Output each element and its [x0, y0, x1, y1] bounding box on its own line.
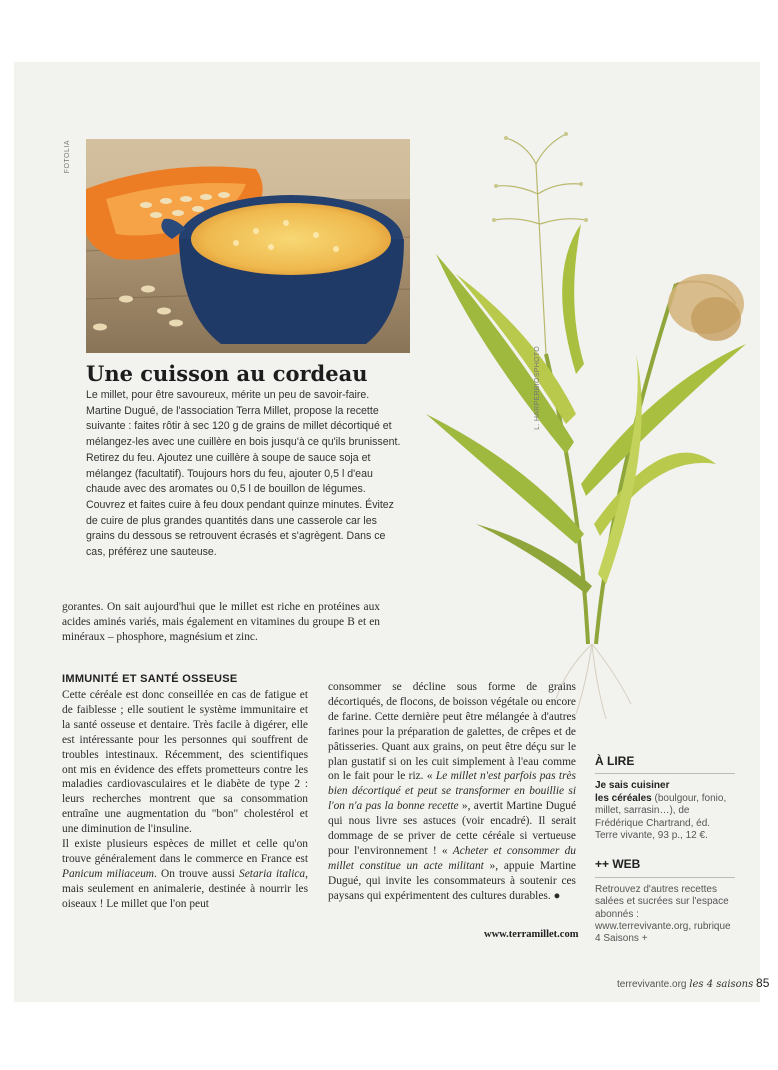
book-recommendation: [595, 780, 735, 842]
recipe-box-text: Le millet, pour être savoureux, mérite un peu de savoir-faire. Martine Dugué, de l'association Terra Millet, propose la recette suivante : faites rôtir à sec 120 g de grains de millet décortiqué et mélangez-les avec une cuillère en bois jusqu'à ce qu'ils brunissent. Retirez du feu. Ajoutez une cuillère à soupe de sauce soja et mélangez (facultatif). Toujours hors du feu, ajouter 0,5 l d'eau chaude avec des aromates ou 0,5 l de bouillon de légumes. Couvrez et faites cuire à feu doux pendant quinze minutes. Évitez de cuire de plus grandes quantités dans une casserole car les grains du dessous se retrouvent écrasés et s'agrègent. Dans ce cas, préférez une sauteuse.: [86, 389, 401, 559]
sidebar: [595, 755, 735, 946]
plant-photo-credit: L. HARPERBIOSPHOTO: [534, 346, 541, 430]
book-title-line-2: les céréales: [595, 792, 652, 804]
photo-credit: FOTOLIA: [64, 140, 71, 174]
text-segment: . On trouve aussi: [154, 867, 240, 880]
text-segment: , mais seulement en animalerie, destinée à nourrir les oiseaux ! Le millet que l'on peut: [62, 867, 308, 910]
article-right-column: [328, 680, 576, 904]
terramillet-link[interactable]: www.terramillet.com: [484, 929, 579, 940]
book-title-line-1: Je sais cuisiner: [595, 780, 670, 792]
left-paragraph-2: [62, 837, 308, 912]
section-subhead: IMMUNITÉ ET SANTÉ OSSEUSE: [62, 673, 238, 685]
divider: [595, 773, 735, 774]
read-heading: À LIRE: [595, 754, 635, 768]
page-number: 85: [756, 976, 770, 990]
text-segment: Il existe plusieurs espèces de millet et celle qu'on trouve généralement dans le commerce en France est: [62, 838, 308, 865]
book-details: (boulgour, fonio, millet, sarrasin…), de Frédérique Chartrand, éd. Terre vivante, 93 p., 12 €.: [595, 792, 727, 842]
species-name: Panicum miliaceum: [62, 867, 155, 880]
footer-brand: les 4 saisons: [689, 979, 754, 990]
millet-plant-illustration: [416, 124, 758, 724]
recipe-box-title: Une cuisson au cordeau: [86, 361, 368, 386]
text-segment: consommer se décline sous forme de grains décortiqués, de flocons, de boisson végétale ou encore de farine. Cette dernière peut être mélangée à d'autres farines pour la préparation de galettes, de crêpes et de pâtisseries. Quant aux grains, on peut être déçu sur le plan gustatif si on les cuit simplement à l'eau comme on le fait pour le riz. «: [328, 681, 576, 783]
millet-dish-illustration: [86, 139, 410, 353]
species-name: Setaria italica: [239, 867, 306, 880]
quote: Acheter et consommer du millet constitue un acte militant: [328, 844, 577, 872]
left-paragraph-1: Cette céréale est donc conseillée en cas de fatigue et de faiblesse ; elle soutient le système immunitaire et la santé osseuse et dentaire. Très facile à digérer, elle est intéressante pour les personnes qui souffrent de troubles intestinaux. Récemment, des scientifiques ont mis en évidence des effets prometteurs contre les maladies cardiovasculaires et le diabète de type 2 : leurs recherches montrent que sa consommation entraîne une augmentation du "bon" cholestérol et une diminution de l'insuline.: [62, 689, 308, 836]
millet-dish-photo: [86, 139, 410, 353]
text-segment: », appuie Martine Dugué, qui invite les consommateurs à soutenir ces paysans qui expérimentent des cultures durables.: [328, 859, 576, 902]
article-left-column: [62, 688, 308, 912]
article-intro: [62, 600, 380, 645]
right-paragraph: [328, 680, 576, 904]
web-heading: ++ WEB: [595, 857, 641, 872]
page-footer: [617, 976, 769, 990]
text-segment: », avertit Martine Dugué qui nous livre ses astuces (voir encadré). Il serait dommage de se priver de cette céréale si vertueuse pour l'environnement ! «: [328, 800, 577, 857]
footer-site: terrevivante.org: [617, 979, 687, 990]
divider: [595, 877, 735, 878]
intro-paragraph: gorantes. On sait aujourd'hui que le millet est riche en protéines aux acides aminés variés, mais également en vitamines du groupe B et en minéraux – phosphore, magnésium et zinc.: [62, 601, 380, 643]
end-mark: ●: [553, 889, 561, 902]
web-text: Retrouvez d'autres recettes salées et sucrées sur l'espace abonnés : www.terrevivante.org, rubrique 4 Saisons +: [595, 883, 731, 945]
quote: Le millet n'est parfois pas très bien décortiqué et peut se transformer en bouillie si l'on n'a pas la bonne recette: [328, 770, 576, 813]
